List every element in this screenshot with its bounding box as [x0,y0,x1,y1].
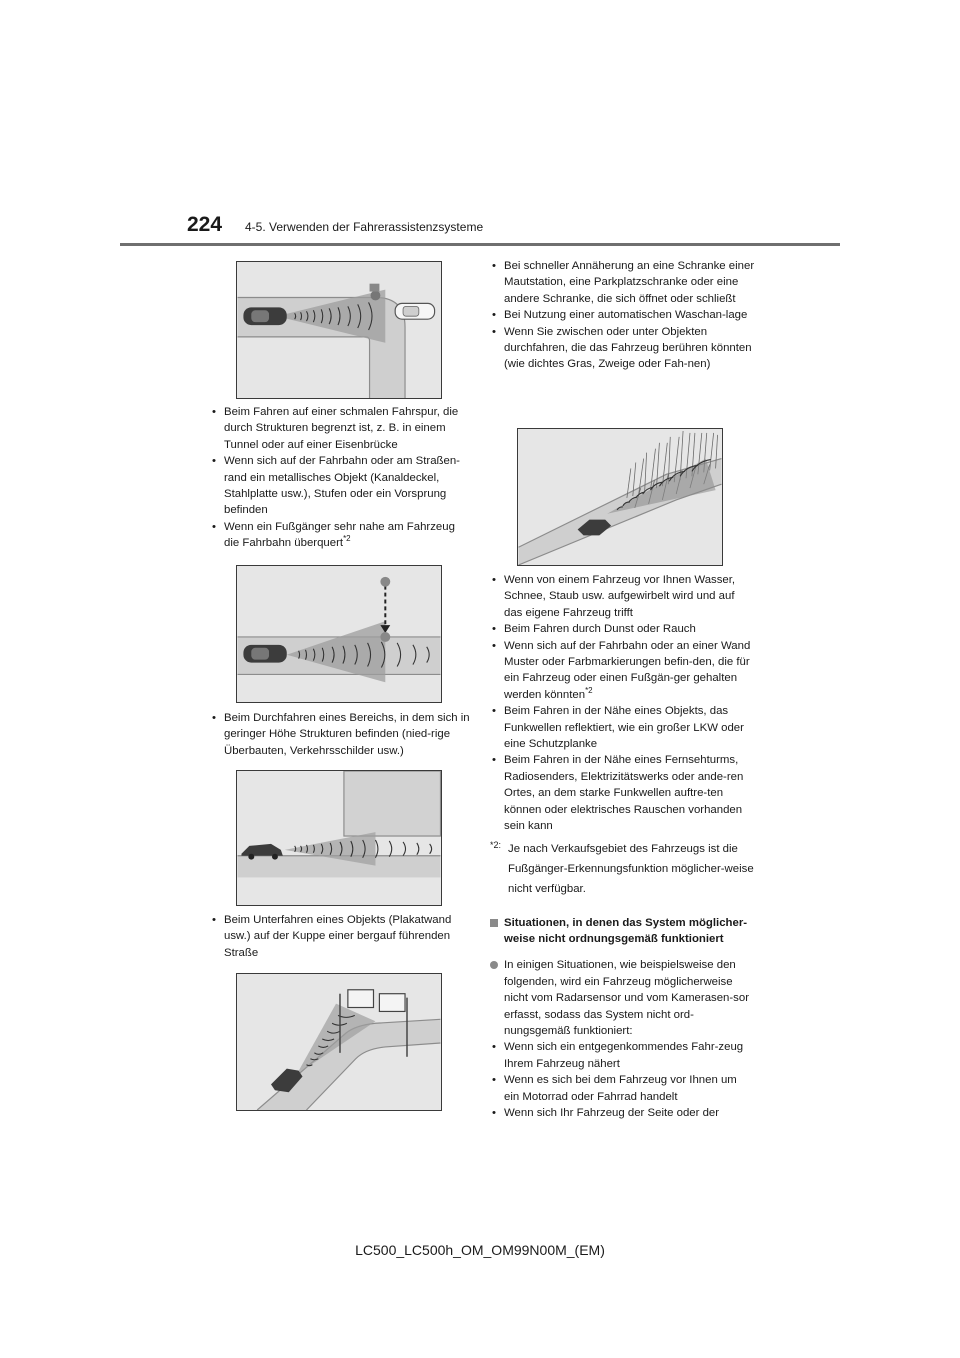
list-item: • Wenn sich auf der Fahrbahn oder am Straßen-rand ein metallisches Objekt (Kanaldeckel, Stahlplatte usw.), Stufen oder ein Vorsprung befinden [210,453,472,519]
list-item [210,519,472,552]
footnote-ref: *2 [585,686,593,696]
footnote [490,839,755,899]
intro-text: In einigen Situationen, wie beispielsweise den folgenden, wird ein Fahrzeug möglicherweise nicht vom Radarsensor und vom Kamerasen-sor erfasst, sodass das System nicht ord-nungsgemäß funktioniert: [504,959,750,1037]
list-item-text: Wenn sich auf der Fahrbahn oder an einer Wand Muster oder Farbmarkierungen befin-den, die für ein Fahrzeug oder einen Fußgän-ger gehalten werden könnten [504,639,751,701]
list-item: • Beim Fahren durch Dunst oder Rauch [490,621,755,637]
list-item [490,638,755,704]
circle-bullet-icon [490,961,498,969]
list-item-text: Wenn ein Fußgänger sehr nahe am Fahrzeug die Fahrbahn überquert [224,520,455,550]
square-bullet-icon [490,919,498,927]
list-item: • Beim Fahren auf einer schmalen Fahrspur, die durch Strukturen begrenzt ist, z. B. in einem Tunnel oder auf einer Eisenbrücke [210,404,472,453]
section-title: 4-5. Verwenden der Fahrerassistenzsysteme [245,220,484,234]
list-item: • Beim Unterfahren eines Objekts (Plakatwand usw.) auf der Kuppe einer bergauf führenden Straße [210,912,472,961]
list-item: • Bei schneller Annäherung an eine Schranke einer Mautstation, eine Parkplatzschranke oder eine andere Schranke, die sich öffnet oder schließt [490,258,755,307]
section-heading-text: Situationen, in denen das System möglicher-weise nicht ordnungsgemäß funktioniert [504,916,748,945]
list-item: • Wenn von einem Fahrzeug vor Ihnen Wasser, Schnee, Staub usw. aufgewirbelt wird und auf das eigene Fahrzeug trifft [490,572,755,621]
header-rule [120,243,840,246]
illustration-tunnel-curve [236,261,442,399]
list-item: • Beim Fahren in der Nähe eines Objekts, das Funkwellen reflektiert, wie ein großer LKW oder eine Schutzplanke [490,703,755,752]
list-item: • Bei Nutzung einer automatischen Waschan-lage [490,307,755,323]
intro-paragraph [490,957,755,1039]
footnote-ref: *2 [343,534,351,544]
illustration-billboard-uphill [236,973,442,1111]
list-item: • Wenn Sie zwischen oder unter Objekten durchfahren, die das Fahrzeug berühren könnten (wie dichtes Gras, Zweige oder Fah-nen) [490,324,755,373]
illustration-low-structure [236,770,442,906]
footnote-mark: *2: [490,839,502,850]
footnote-text: Je nach Verkaufsgebiet des Fahrzeugs ist die Fußgänger-Erkennungsfunktion möglicher-weise nicht verfügbar. [508,842,754,895]
list-item: • Wenn es sich bei dem Fahrzeug vor Ihnen um ein Motorrad oder Fahrrad handelt [490,1072,755,1105]
list-item: • Beim Fahren in der Nähe eines Fernsehturms, Radiosenders, Elektrizitätswerks oder ande-ren Ortes, an dem starke Funkwellen auftre-ten können oder elektrisches Rauschen vorhanden sein kann [490,752,755,834]
footer-doc-id: LC500_LC500h_OM_OM99N00M_(EM) [355,1242,605,1258]
section-heading [490,915,755,948]
list-item: • Beim Durchfahren eines Bereichs, in dem sich in geringer Höhe Strukturen befinden (nied-rige Überbauten, Verkehrsschilder usw.) [210,710,472,759]
list-item: • Wenn sich Ihr Fahrzeug der Seite oder der [490,1105,755,1121]
illustration-dense-grass [517,428,723,566]
illustration-pedestrian [236,565,442,703]
page-number: 224 [187,213,223,236]
list-item: • Wenn sich ein entgegenkommendes Fahr-zeug Ihrem Fahrzeug nähert [490,1039,755,1072]
